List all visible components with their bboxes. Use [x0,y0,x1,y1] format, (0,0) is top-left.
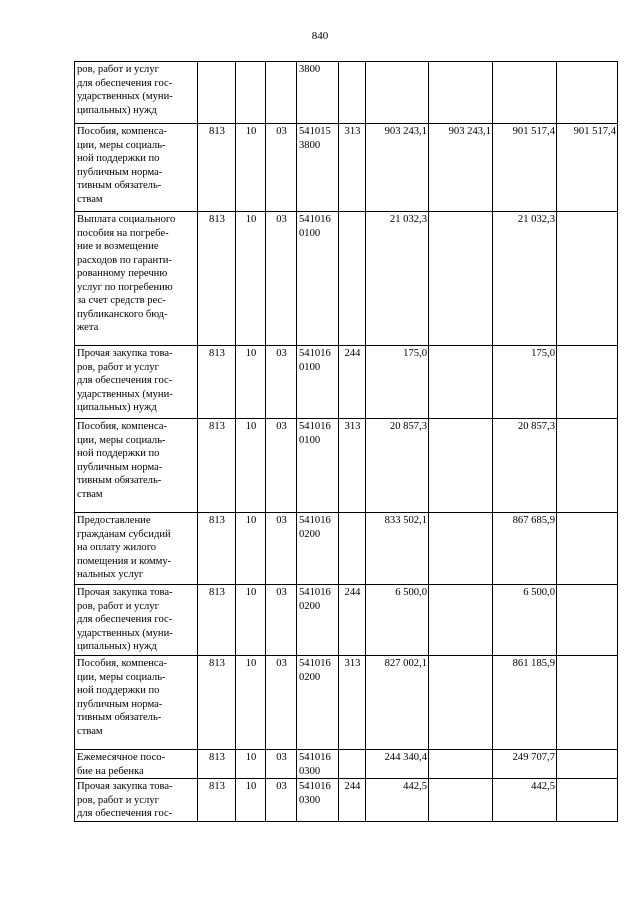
target-article-cell [297,419,339,513]
sum-4-cell: 901 517,4 [557,124,618,212]
target-article-cell-line: 541016 [299,515,331,526]
expense-name-cell-line: помещения и комму- [77,555,172,567]
expense-name-cell [75,779,198,822]
target-article-cell-line: 541016 [299,781,331,792]
table-row [75,513,618,585]
expense-name-cell-line: Прочая закупка това- [77,781,173,792]
target-article-cell [297,585,339,656]
sum-4-cell [557,346,618,419]
page-number: 840 [311,30,329,42]
sum-4-cell [557,656,618,750]
subsection-code-cell: 03 [266,750,297,779]
sum-2-cell [429,656,493,750]
ministry-code-cell [198,62,236,124]
expense-name-cell [75,346,198,419]
expense-name-cell [75,212,198,346]
subsection-code-cell: 03 [266,346,297,419]
expense-type-cell: 313 [339,124,366,212]
table-body [75,62,618,822]
expense-name-cell-line: публичным норма- [77,698,163,710]
expense-name-cell-line: Предоставление [77,515,151,526]
section-code-cell: 10 [236,656,266,750]
expense-type-cell: 313 [339,419,366,513]
expense-name-cell [75,124,198,212]
expense-name-cell-line: ной поддержки по [77,685,160,696]
expense-name-cell [75,585,198,656]
expense-name-cell [75,656,198,750]
expense-name-cell-line: ствам [77,725,103,737]
sum-4-cell [557,62,618,124]
section-code-cell: 10 [236,513,266,585]
table-row [75,656,618,750]
ministry-code-cell: 813 [198,779,236,822]
expense-name-cell-line: для обеспечения гос- [77,375,173,386]
target-article-cell-line: 0200 [299,671,321,683]
sum-1-cell: 175,0 [366,346,429,419]
target-article-cell-line: 0100 [299,434,321,446]
table-row [75,419,618,513]
subsection-code-cell: 03 [266,124,297,212]
section-code-cell [236,62,266,124]
expense-name-cell-line: ной поддержки по [77,153,160,164]
ministry-code-cell: 813 [198,513,236,585]
sum-4-cell [557,750,618,779]
target-article-cell-line: 0100 [299,227,321,239]
expense-name-cell-line: ной поддержки по [77,448,160,459]
section-code-cell: 10 [236,419,266,513]
ministry-code-cell: 813 [198,124,236,212]
subsection-code-cell: 03 [266,779,297,822]
expense-name-cell-line: публичным норма- [77,166,163,178]
expense-name-cell [75,62,198,124]
expense-name-cell-line: для обеспечения гос- [77,77,173,89]
expense-name-cell-line: ударственных (муни- [77,388,173,400]
table-row [75,62,618,124]
expense-type-cell: 313 [339,656,366,750]
expense-name-cell-line: ров, работ и услуг [77,361,159,373]
expense-name-cell-line: публиканского бюд- [77,308,168,320]
target-article-cell-line: 541016 [299,658,331,669]
subsection-code-cell: 03 [266,212,297,346]
target-article-cell-line: 3800 [299,64,321,75]
expense-name-cell-line: пособия на погребе- [77,227,169,239]
sum-2-cell [429,750,493,779]
expense-name-cell-line: рованному перечню [77,268,168,279]
ministry-code-cell: 813 [198,419,236,513]
section-code-cell: 10 [236,585,266,656]
target-article-cell [297,656,339,750]
ministry-code-cell: 813 [198,346,236,419]
sum-1-cell: 6 500,0 [366,585,429,656]
ministry-code-cell: 813 [198,656,236,750]
sum-3-cell: 249 707,7 [493,750,557,779]
sum-2-cell [429,419,493,513]
expense-name-cell [75,513,198,585]
expense-name-cell-line: ров, работ и услуг [77,600,159,612]
expense-name-cell-line: ударственных (муни- [77,91,173,102]
table-row [75,779,618,822]
section-code-cell: 10 [236,779,266,822]
table-row [75,750,618,779]
sum-2-cell [429,779,493,822]
sum-2-cell [429,513,493,585]
target-article-cell-line: 541016 [299,348,331,359]
expense-name-cell-line: на оплату жилого [77,542,157,553]
expense-name-cell-line: тивным обязатель- [77,712,162,723]
sum-2-cell [429,585,493,656]
sum-1-cell [366,62,429,124]
target-article-cell-line: 541016 [299,214,331,225]
expense-name-cell-line: ствам [77,488,103,500]
expense-name-cell-line: тивным обязатель- [77,180,162,191]
section-code-cell: 10 [236,212,266,346]
sum-3-cell: 21 032,3 [493,212,557,346]
expense-name-cell-line: Пособия, компенса- [77,421,167,432]
expense-name-cell-line: для обеспечения гос- [77,614,173,625]
target-article-cell [297,750,339,779]
expense-type-cell [339,513,366,585]
expense-name-cell-line: бие на ребенка [77,765,144,777]
target-article-cell-line: 541015 [299,126,331,137]
sum-1-cell: 827 002,1 [366,656,429,750]
expense-name-cell-line: ров, работ и услуг [77,794,159,806]
expense-name-cell-line: публичным норма- [77,461,163,473]
sum-2-cell: 903 243,1 [429,124,493,212]
table-row [75,124,618,212]
expense-name-cell-line: ствам [77,193,103,205]
sum-4-cell [557,585,618,656]
sum-3-cell [493,62,557,124]
expense-name-cell-line: Пособия, компенса- [77,658,167,669]
expense-name-cell-line: ципальных) нужд [77,641,157,652]
sum-1-cell: 903 243,1 [366,124,429,212]
target-article-cell-line: 541016 [299,421,331,432]
expense-name-cell-line: за счет средств рес- [77,295,166,306]
target-article-cell [297,212,339,346]
ministry-code-cell: 813 [198,212,236,346]
sum-3-cell: 442,5 [493,779,557,822]
subsection-code-cell: 03 [266,585,297,656]
sum-4-cell [557,513,618,585]
target-article-cell-line: 0200 [299,600,321,612]
target-article-cell-line: 0300 [299,765,321,777]
expense-type-cell [339,212,366,346]
expense-name-cell-line: ции, меры социаль- [77,671,166,683]
target-article-cell-line: 541016 [299,752,331,763]
expense-name-cell-line: ципальных) нужд [77,104,157,116]
expense-name-cell-line: Ежемесячное посо- [77,752,166,763]
expense-name-cell-line: расходов по гаранти- [77,254,172,266]
expense-type-cell: 244 [339,346,366,419]
section-code-cell: 10 [236,750,266,779]
expense-name-cell-line: ров, работ и услуг [77,64,159,75]
expense-name-cell-line: Пособия, компенса- [77,126,167,137]
expense-type-cell [339,62,366,124]
expense-name-cell [75,750,198,779]
section-code-cell: 10 [236,124,266,212]
sum-3-cell: 6 500,0 [493,585,557,656]
expense-name-cell-line: услуг по погребению [77,281,173,293]
sum-1-cell: 244 340,4 [366,750,429,779]
sum-1-cell: 20 857,3 [366,419,429,513]
sum-3-cell: 867 685,9 [493,513,557,585]
expense-name-cell-line: Прочая закупка това- [77,348,173,359]
sum-2-cell [429,346,493,419]
expense-name-cell-line: ударственных (муни- [77,627,173,639]
sum-3-cell: 20 857,3 [493,419,557,513]
subsection-code-cell: 03 [266,419,297,513]
sum-3-cell: 861 185,9 [493,656,557,750]
expense-name-cell-line: жета [77,322,99,333]
sum-2-cell [429,62,493,124]
target-article-cell-line: 0100 [299,361,321,373]
expense-name-cell-line: тивным обязатель- [77,475,162,486]
expense-name-cell-line: нальных услуг [77,569,144,580]
table-row [75,212,618,346]
sum-3-cell: 175,0 [493,346,557,419]
ministry-code-cell: 813 [198,750,236,779]
target-article-cell [297,62,339,124]
target-article-cell-line: 3800 [299,139,321,151]
expense-name-cell-line: ции, меры социаль- [77,434,166,446]
sum-1-cell: 21 032,3 [366,212,429,346]
expense-name-cell-line: Выплата социального [77,214,176,225]
subsection-code-cell: 03 [266,513,297,585]
sum-1-cell: 442,5 [366,779,429,822]
expense-name-cell-line: гражданам субсидий [77,528,171,540]
target-article-cell [297,513,339,585]
expense-type-cell: 244 [339,779,366,822]
expense-name-cell-line: ние и возмещение [77,241,159,252]
expense-name-cell-line: для обеспечения гос- [77,808,173,819]
sum-1-cell: 833 502,1 [366,513,429,585]
table-row [75,346,618,419]
expense-type-cell [339,750,366,779]
table-row [75,585,618,656]
target-article-cell-line: 0200 [299,528,321,540]
expense-name-cell [75,419,198,513]
expense-name-cell-line: ции, меры социаль- [77,139,166,151]
subsection-code-cell: 03 [266,656,297,750]
sum-3-cell: 901 517,4 [493,124,557,212]
expense-type-cell: 244 [339,585,366,656]
ministry-code-cell: 813 [198,585,236,656]
expense-name-cell-line: Прочая закупка това- [77,587,173,598]
expense-name-cell-line: ципальных) нужд [77,402,157,413]
target-article-cell [297,779,339,822]
section-code-cell: 10 [236,346,266,419]
sum-4-cell [557,419,618,513]
target-article-cell-line: 0300 [299,794,321,806]
target-article-cell-line: 541016 [299,587,331,598]
target-article-cell [297,124,339,212]
target-article-cell [297,346,339,419]
budget-table [74,61,618,822]
sum-2-cell [429,212,493,346]
sum-4-cell [557,212,618,346]
subsection-code-cell [266,62,297,124]
sum-4-cell [557,779,618,822]
